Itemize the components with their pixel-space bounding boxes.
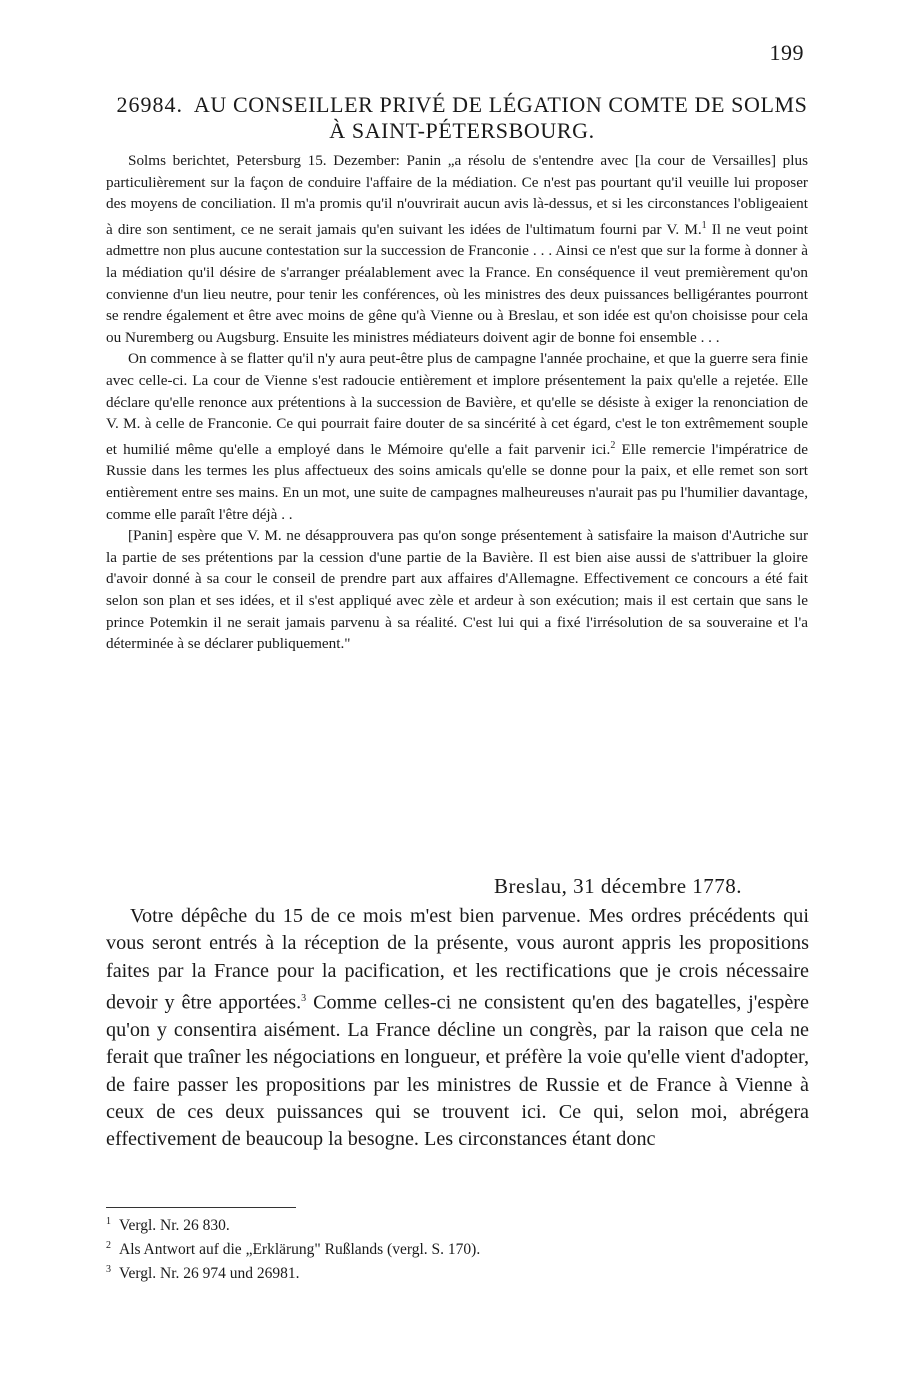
summary-text: On commence à se flatter qu'il n'y aura peut-être plus de campagne l'année prochaine, et que la guerre sera finie avec celle-ci. La cour de Vienne s'est radoucie entièrement et implore présentement la paix qu'elle a rejetée. Elle déclare qu'elle renonce aux prétentions à la succession de Bavière, et qu'elle se désiste à exiger la renonciation de V. M. à celle de Franconie. Ce qui pourrait faire douter de sa sincérité à cet égard, c'est le ton extrêmement souple et humilié même qu'elle a employé dans le Mémoire qu'elle a fait parvenir ici. <box>106 350 808 458</box>
letter-paragraph <box>106 903 809 1153</box>
footnote <box>106 1212 806 1236</box>
footnote-ref: 2 <box>610 439 616 451</box>
footnotes <box>106 1212 806 1284</box>
letter-text: Votre dépêche du 15 de ce mois m'est bien parvenue. Mes ordres précédents qui vous seront entrés à la réception de la présente, vous auront appris les propositions faites par la France pour la pacification, et les rectifications que je crois nécessaire devoir y être apportées. <box>106 905 809 1014</box>
footnote-text: Vergl. Nr. 26 974 und 26981. <box>119 1265 300 1283</box>
letter-heading <box>116 92 808 144</box>
summary-text: Elle remercie l'impératrice de Russie dans les termes les plus affectueux des soins amicals qu'elle se donne pour la paix, et elle remet son sort entièrement entre ses mains. En un mot, une suite de campagnes malheureuses n'aurait pas pu l'humilier davantage, comme elle paraît l'être déjà . . <box>106 440 808 523</box>
summary-paragraph <box>106 150 808 348</box>
heading-title: AU CONSEILLER PRIVÉ DE LÉGATION COMTE DE SOLMS À SAINT-PÉTERSBOURG. <box>193 92 808 143</box>
footnote-text: Als Antwort auf die „Erklärung" Rußlands (vergl. S. 170). <box>119 1241 481 1259</box>
page-number: 199 <box>769 40 804 65</box>
summary-block <box>106 150 808 655</box>
summary-paragraph <box>106 525 808 655</box>
footnote-rule <box>106 1207 296 1208</box>
footnote-ref: 3 <box>301 992 307 1004</box>
dateline: Breslau, 31 décembre 1778. <box>494 874 743 898</box>
footnote <box>106 1260 806 1284</box>
document-number: 26984. <box>116 92 183 117</box>
footnote-mark: 1 <box>106 1216 111 1227</box>
footnote-text: Vergl. Nr. 26 830. <box>119 1217 230 1235</box>
letter-body <box>106 903 809 1153</box>
footnote <box>106 1236 806 1260</box>
footnote-mark: 3 <box>106 1264 111 1276</box>
summary-text: [Panin] espère que V. M. ne désapprouvera pas qu'on songe présentement à satisfaire la maison d'Autriche sur la partie de ses prétentions par la cession d'une partie de la Bavière. Il est bien aise aussi de s'attribuer la gloire d'avoir donné à sa cour le conseil de prendre part aux affaires d'Allemagne. Effectivement ce concours a été fait selon son plan et ses idées, et il s'est appliqué avec zèle et ardeur à son exécution; mais il est certain que sans le prince Potemkin il ne serait jamais parvenu à sa réalité. C'est lui qui a fixé l'irrésolution de sa souveraine et l'a déterminée à se déclarer publiquement." <box>106 527 808 653</box>
footnote-ref: 1 <box>701 219 707 231</box>
letter-text: Comme celles-ci ne consistent qu'en des bagatelles, j'espère qu'on y consentira aisément. La France décline un congrès, par la raison que cela ne ferait que traîner les négociations en longueur, et préfère la voie qu'elle vient d'adopter, de faire passer les propositions par les ministres de Russie et de France à Vienne à ceux de ces deux puissances qui se trouvent ici. Ce qui, selon moi, abrégera effectivement de beaucoup la besogne. Les circonstances étant donc <box>106 991 809 1151</box>
footnote-mark: 2 <box>106 1240 111 1252</box>
summary-text: Il ne veut point admettre non plus aucune contestation sur la succession de Franconie . . . Ainsi ce n'est que sur la forme à donner à la médiation qu'il désire de s'arranger préalablement avec la France. En conséquence il veut premièrement qu'on convienne d'un lieu neutre, pour tenir les conférences, où les ministres des deux puissances belligérantes pourront se rendre également et être avec moins de gêne qu'à Vienne ou à Breslau, et son idée est qu'on choisisse pour cela ou Nuremberg ou Augsburg. Ensuite les ministres médiateurs doivent agir de bonne foi ensemble . . . <box>106 220 809 346</box>
summary-paragraph <box>106 348 808 525</box>
summary-text: Solms berichtet, Petersburg 15. Dezember: Panin „a résolu de s'entendre avec [la cour de Versailles] plus particulièrement sur la façon de conduire l'affaire de la médiation. Ce n'est pas pourtant qu'il veuille lui proposer des moyens de conciliation. Il m'a promis qu'il n'ouvrirait aucun avis là-dessus, et si les circonstances l'obligeaient à dire son sentiment, ce ne serait jamais qu'en suivant les idées de l'ultimatum fourni par V. M. <box>106 152 808 238</box>
